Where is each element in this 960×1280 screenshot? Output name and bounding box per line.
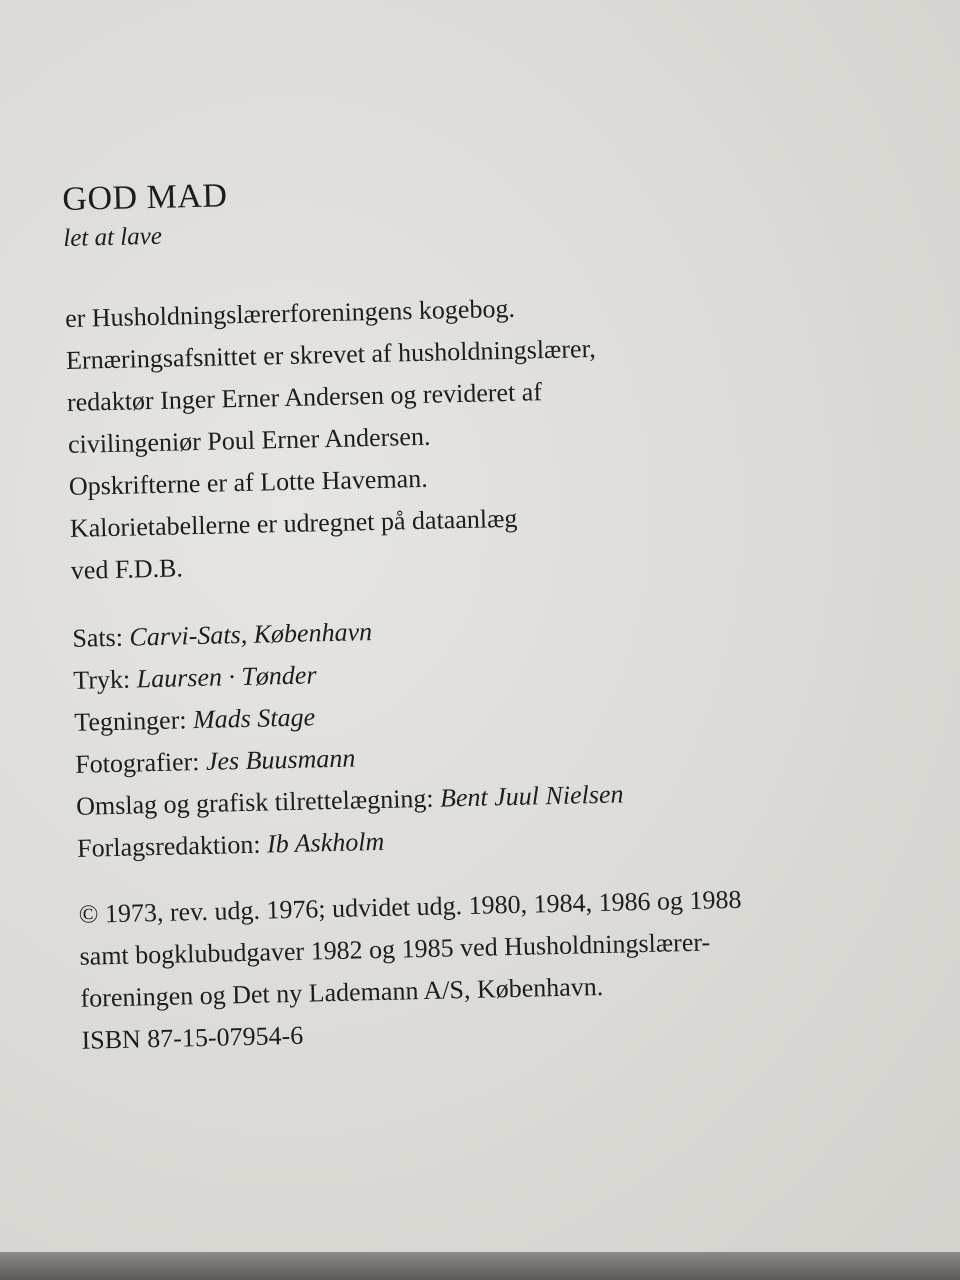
credit-value: Bent Juul Nielsen [439,779,624,813]
intro-line: ved F.D.B. [70,553,184,585]
copyright-block [78,875,902,1062]
book-title: GOD MAD [62,177,228,218]
copyright-line: samt bogklubudgaver 1982 og 1985 ved Husholdningslærer- [79,927,711,971]
copyright-line: foreningen og Det ny Lademann A/S, København. [80,971,604,1013]
credit-label: Tryk: [73,664,138,695]
credit-label: Sats: [72,622,130,653]
book-subtitle: let at lave [63,222,163,252]
isbn-line: ISBN 87-15-07954-6 [81,1020,304,1055]
credit-value: Ib Askholm [266,826,385,859]
copyright-line: © 1973, rev. udg. 1976; udvidet udg. 1980, 1984, 1986 og 1988 [78,884,742,929]
intro-line: Ernæringsafsnittet er skrevet af husholdningslærer, [65,333,596,375]
intro-line: redaktør Inger Erner Andersen og revideret af [66,377,543,417]
intro-line: civilingeniør Poul Erner Andersen. [67,421,431,459]
credit-value: Carvi-Sats, København [129,617,373,652]
credit-label: Forlagsredaktion: [76,829,268,863]
credit-value: Laursen · Tønder [136,660,317,694]
credit-value: Jes Buusmann [205,743,356,776]
credit-value: Mads Stage [192,702,316,735]
page-bottom-edge [0,1252,960,1280]
intro-line: er Husholdningslærerforeningens kogebog. [64,293,516,333]
credit-label: Tegninger: [73,705,194,737]
credits-list [72,599,898,870]
intro-paragraph [65,279,891,592]
intro-line: Opskrifterne er af Lotte Haveman. [68,463,428,501]
credit-label: Fotografier: [74,746,207,779]
intro-line: Kalorietabellerne er udregnet på dataanlæg [69,503,518,543]
colophon [62,161,902,1061]
credit-label: Omslag og grafisk tilrettelægning: [75,783,441,821]
